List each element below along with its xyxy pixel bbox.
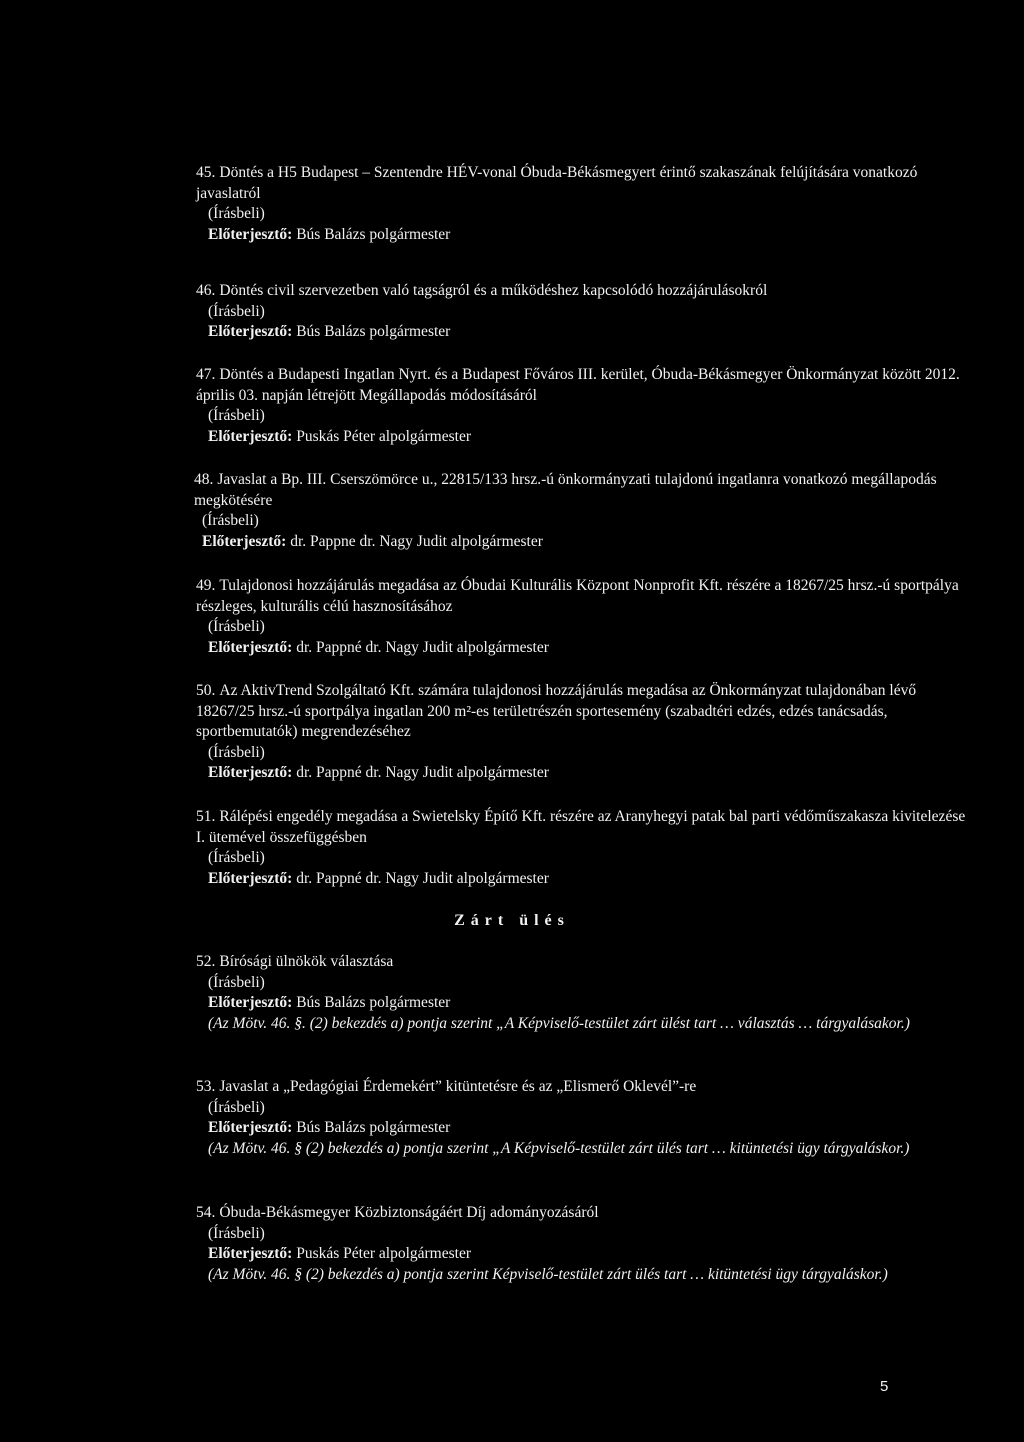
agenda-item-note: (Az Mötv. 46. § (2) bekezdés a) pontja szerint „A Képviselő-testület zárt ülés tart … kitüntetési ügy tárgyaláskor.) [208,1139,910,1157]
agenda-item-type: (Írásbeli) [208,618,265,635]
agenda-item-54 [196,1203,976,1285]
agenda-item-47 [196,365,976,447]
agenda-item-presenter: Előterjesztő: dr. Pappné dr. Nagy Judit alpolgármester [208,764,549,781]
agenda-item-title: 47. Döntés a Budapesti Ingatlan Nyrt. és a Budapest Főváros III. kerület, Óbuda-Békásmegyer Önkormányzat között 2012. április 03. napján létrejött Megállapodás módosításáról [196,366,960,404]
page-number: 5 [880,1378,889,1395]
agenda-item-type: (Írásbeli) [208,302,265,320]
agenda-item-presenter: Előterjesztő: Bús Balázs polgármester [208,1119,451,1136]
agenda-item-type: (Írásbeli) [208,205,265,222]
agenda-item-type: (Írásbeli) [208,1098,265,1116]
agenda-item-presenter: Előterjesztő: dr. Pappné dr. Nagy Judit alpolgármester [208,638,549,656]
agenda-item-title: 53. Javaslat a „Pedagógiai Érdemekért” kitüntetésre és az „Elismerő Oklevél”-re [196,1078,697,1095]
agenda-item-presenter: Előterjesztő: dr. Pappné dr. Nagy Judit alpolgármester [208,869,549,887]
agenda-item-46 [196,281,976,343]
agenda-item-type: (Írásbeli) [202,512,259,529]
agenda-item-type: (Írásbeli) [208,973,265,991]
agenda-item-53 [196,1077,976,1159]
agenda-item-presenter: Előterjesztő: dr. Pappne dr. Nagy Judit alpolgármester [202,532,543,550]
agenda-item-presenter: Előterjesztő: Bús Balázs polgármester [208,225,451,243]
agenda-item-note: (Az Mötv. 46. §. (2) bekezdés a) pontja szerint „A Képviselő-testület zárt ülést tart … választás … tárgyalásakor.) [208,1014,910,1032]
agenda-item-type: (Írásbeli) [208,743,265,761]
agenda-item-title: 51. Rálépési engedély megadása a Swietelsky Építő Kft. részére az Aranyhegyi patak bal parti védőműszakasza kivitelezése I. ütemével összefüggésben [196,808,966,846]
agenda-item-51 [196,807,976,889]
agenda-item-48 [194,470,974,552]
agenda-item-title: 49. Tulajdonosi hozzájárulás megadása az Óbudai Kulturális Központ Nonprofit Kft. részére a 18267/25 hrsz.-ú sportpálya részleges, kulturális célú hasznosításához [196,577,959,615]
agenda-item-type: (Írásbeli) [208,407,265,424]
agenda-item-title: 45. Döntés a H5 Budapest – Szentendre HÉV-vonal Óbuda-Békásmegyert érintő szakaszának felújítására vonatkozó javaslatról [196,164,918,202]
agenda-item-title: 54. Óbuda-Békásmegyer Közbiztonságáért Díj adományozásáról [196,1204,599,1221]
agenda-item-title: 52. Bírósági ülnökök választása [196,953,394,970]
agenda-item-presenter: Előterjesztő: Bús Balázs polgármester [208,994,451,1011]
agenda-item-title: 46. Döntés civil szervezetben való tagságról és a működéshez kapcsolódó hozzájárulásokról [196,282,768,299]
agenda-item-50 [196,681,976,784]
closed-session-heading: Zárt ülés [454,912,570,929]
agenda-item-presenter: Előterjesztő: Puskás Péter alpolgármester [208,427,471,445]
agenda-item-type: (Írásbeli) [208,849,265,866]
agenda-item-type: (Írásbeli) [208,1224,265,1242]
agenda-item-49 [196,576,976,658]
agenda-item-52 [196,952,976,1034]
agenda-item-presenter: Előterjesztő: Puskás Péter alpolgármester [208,1245,471,1262]
agenda-item-note: (Az Mötv. 46. § (2) bekezdés a) pontja szerint Képviselő-testület zárt ülés tart … kitüntetési ügy tárgyaláskor.) [208,1265,888,1283]
agenda-item-45 [196,163,976,245]
agenda-item-title: 48. Javaslat a Bp. III. Cserszömörce u., 22815/133 hrsz.-ú önkormányzati tulajdonú ingatlanra vonatkozó megállapodás megkötésére [194,471,937,509]
agenda-item-presenter: Előterjesztő: Bús Balázs polgármester [208,323,451,340]
agenda-item-title: 50. Az AktivTrend Szolgáltató Kft. számára tulajdonosi hozzájárulás megadása az Önkormányzat tulajdonában lévő 18267/25 hrsz.-ú sportpálya ingatlan 200 m²-es területrészén sportesemény (szabadtéri edzés, edzés tanácsadás, sportbemutatók) megrendezéséhez [196,682,917,740]
